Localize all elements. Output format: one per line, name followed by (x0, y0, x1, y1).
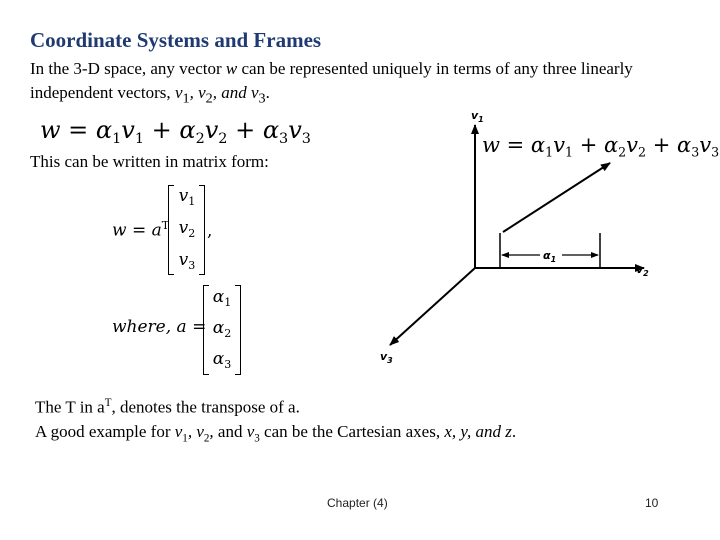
fig-eq-v2: v (626, 133, 639, 157)
matrix1-row1 (172, 186, 202, 208)
transpose-note-sup: T (104, 397, 112, 409)
v3-axis-arrow (390, 268, 475, 345)
w-vector-arrow (503, 163, 610, 232)
intro-v2: v (198, 83, 206, 102)
v2-axis-label: $v_2$ (636, 263, 649, 278)
matrix1-r3-sub: 3 (188, 258, 196, 272)
cartesian-example-note (35, 422, 516, 444)
fig-eq-lhs: w = α (482, 133, 546, 157)
matrix2-lhs: where, a = (112, 317, 207, 337)
footer-page-number: 10 (645, 496, 659, 510)
cartesian-note-xyz: x, y, and z (444, 422, 512, 441)
v3-axis-label: $v_3$ (380, 350, 393, 365)
intro-v3: v (250, 83, 259, 102)
eq-a3-sub: 3 (279, 131, 289, 148)
fig-eq-a2-sub: 2 (618, 144, 627, 160)
fig-eq-v1: v (553, 133, 565, 157)
v1-axis-label: $v_1$ (471, 109, 484, 124)
intro-and: , and (212, 83, 251, 102)
intro-comma-1: , (189, 83, 199, 102)
fig-eq-v1-sub: 1 (565, 144, 574, 160)
eq-lhs: w = α (40, 116, 113, 144)
transpose-note-text-2: , denotes the transpose of a. (111, 397, 300, 417)
matrix1-row3 (172, 250, 202, 272)
intro-v1-sub: 1 (182, 90, 190, 107)
matrix1-r2-sub: 2 (188, 226, 196, 240)
cartesian-note-v2-sub: 2 (203, 432, 210, 445)
cartesian-note-and: and (213, 422, 247, 441)
footer-chapter: Chapter (4) (327, 496, 388, 510)
matrix1-right-bracket (199, 185, 205, 275)
matrix2-r2: α (212, 318, 225, 338)
matrix2-r3-sub: 3 (224, 357, 232, 371)
intro-v2-sub: 2 (205, 90, 213, 107)
eq-v2: v (204, 116, 219, 144)
eq-plus-2: + α (227, 116, 280, 144)
matrix1-r1: v (178, 186, 189, 206)
eq-v3: v (288, 116, 302, 144)
eq-plus-1: + α (144, 116, 196, 144)
cartesian-note-text-2: can be the Cartesian axes, (259, 422, 445, 441)
matrix1-row2 (172, 218, 202, 240)
linear-combination-equation (40, 116, 311, 147)
fig-eq-a3-sub: 3 (691, 144, 700, 160)
matrix1-comma: , (207, 221, 213, 241)
eq-a1-sub: 1 (112, 131, 122, 148)
matrix1-lhs-text: w = a (112, 220, 162, 241)
matrix1-r1-sub: 1 (188, 194, 196, 208)
matrix1-transpose: T (161, 219, 170, 232)
cartesian-note-v3: v (246, 422, 255, 441)
matrix1-lhs (112, 219, 169, 241)
cartesian-note-text-1: A good example for (35, 422, 175, 441)
matrix2-r2-sub: 2 (224, 326, 232, 340)
matrix2-r1-sub: 1 (224, 295, 232, 309)
transpose-note (35, 397, 300, 418)
eq-v1: v (121, 116, 135, 144)
fig-eq-plus-2: + α (646, 133, 692, 157)
eq-v2-sub: 2 (218, 131, 228, 148)
eq-a2-sub: 2 (195, 131, 205, 148)
intro-v1: v (174, 83, 183, 102)
cartesian-note-v1: v (174, 422, 183, 441)
matrix-form-caption: This can be written in matrix form: (30, 152, 269, 171)
intro-w: w (225, 59, 238, 78)
cartesian-note-v1-sub: 1 (182, 432, 188, 445)
fig-eq-v3-sub: 3 (711, 144, 720, 160)
intro-paragraph (30, 57, 690, 110)
slide-title: Coordinate Systems and Frames (30, 28, 322, 52)
fig-eq-a1-sub: 1 (545, 144, 554, 160)
fig-eq-v3: v (699, 133, 712, 157)
matrix2-row2 (207, 318, 237, 340)
matrix2-r1: α (212, 287, 225, 307)
cartesian-note-v2: v (196, 422, 204, 441)
matrix2-right-bracket (235, 285, 241, 375)
matrix1-r3: v (178, 250, 189, 270)
alpha-label: $\alpha_1$ (543, 249, 557, 264)
intro-end: . (265, 83, 270, 102)
eq-v1-sub: 1 (134, 131, 144, 148)
cartesian-note-end: . (511, 422, 517, 441)
intro-text-2: can be represented uniquely in terms of any three linearly independent vectors, (30, 59, 633, 102)
intro-text-1: In the 3-D space, any vector (30, 59, 226, 78)
cartesian-note-comma-2: , (209, 422, 214, 441)
matrix1-r2: v (178, 218, 189, 238)
matrix2-r3: α (212, 349, 225, 369)
matrix2-row1 (207, 287, 237, 309)
cartesian-note-v3-sub: 3 (254, 432, 260, 445)
figure-equation (482, 133, 719, 159)
cartesian-note-comma: , (187, 422, 197, 441)
eq-v3-sub: 3 (301, 131, 311, 148)
matrix2-row3 (207, 349, 237, 371)
intro-v3-sub: 3 (258, 90, 266, 107)
fig-eq-v2-sub: 2 (638, 144, 647, 160)
transpose-note-text-1: The T in a (35, 397, 105, 417)
fig-eq-plus-1: + α (573, 133, 619, 157)
